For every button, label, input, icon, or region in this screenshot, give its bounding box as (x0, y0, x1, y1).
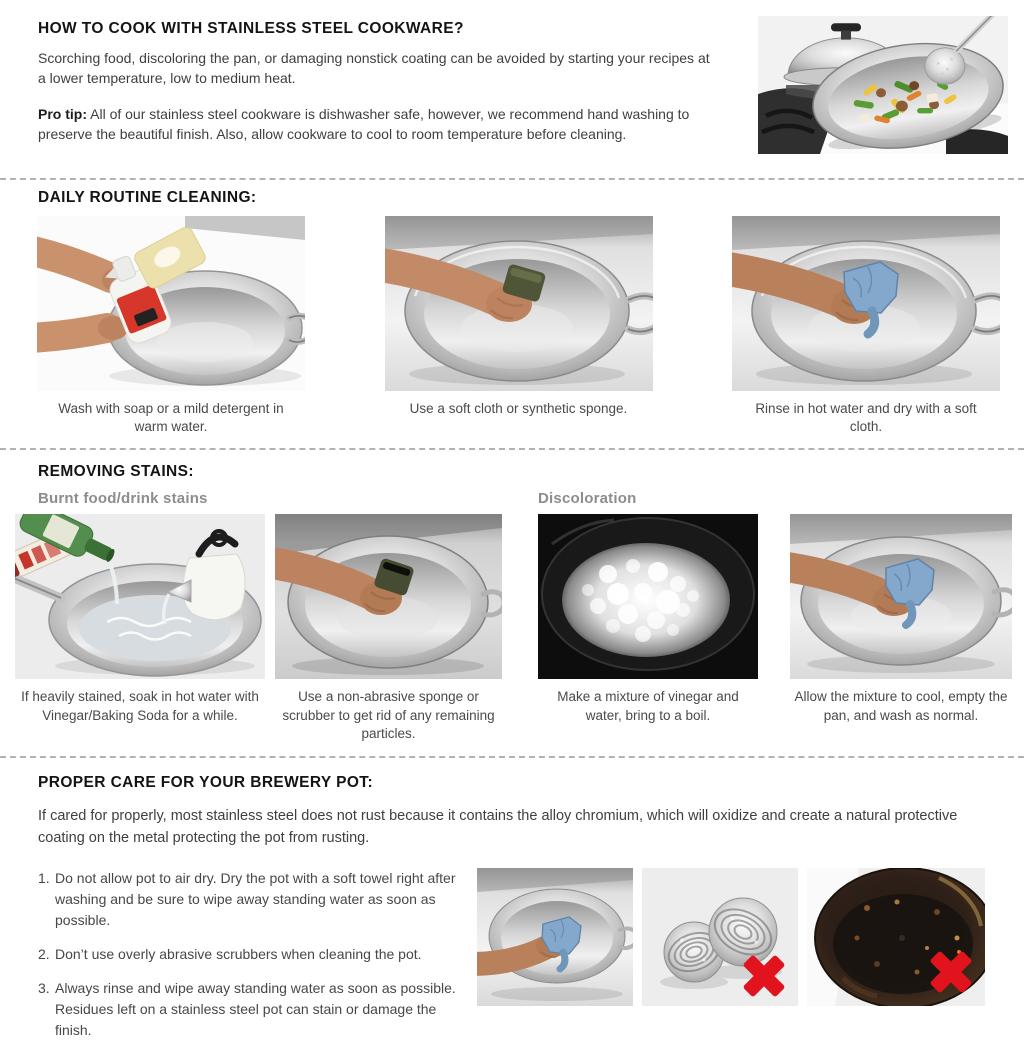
proper-care-columns (38, 868, 1008, 1054)
stain-step-4-caption: Allow the mixture to cool, empty the pan, and wash as normal. (794, 689, 1008, 723)
removing-stains-steps (0, 514, 1024, 743)
care-tip-3-number: 3. (38, 979, 50, 996)
daily-step-1 (37, 216, 305, 436)
section-removing-stains (0, 450, 1024, 743)
how-to-cook-title: HOW TO COOK WITH STAINLESS STEEL COOKWARE? (38, 20, 464, 37)
section-daily-cleaning (0, 180, 1024, 436)
daily-step-3 (732, 216, 1000, 436)
boiling-water-image (538, 514, 758, 679)
stain-step-3 (538, 514, 758, 724)
daily-step-2-caption: Use a soft cloth or synthetic sponge. (409, 401, 628, 416)
care-tips-list (38, 868, 474, 1054)
care-tip-3-text: Always rinse and wipe away standing water as soon as possible. Residues left on a stainless steel pot can stain or damage the finish. (55, 979, 456, 1038)
pro-tip-label: Pro tip: (38, 105, 87, 122)
care-tip-3 (38, 978, 458, 1041)
vinegar-soak-illustration (15, 514, 265, 679)
care-tip-2-text: Don’t use overly abrasive scrubbers when cleaning the pot. (55, 945, 422, 962)
care-tip-1 (38, 868, 458, 931)
spray-wash-image (37, 216, 305, 391)
blue-cloth-illustration (732, 216, 1000, 391)
pro-tip-paragraph (38, 104, 712, 145)
scrub-sponge-image (275, 514, 502, 679)
wok-stir-fry-image (758, 16, 1008, 168)
green-sponge-image (385, 216, 653, 391)
stain-step-4 (790, 514, 1012, 724)
proper-care-intro: If cared for properly, most stainless steel does not rust because it contains the alloy chromium, which will oxidize and create a natural protective coating on the metal protecting the pot from rusting. (38, 808, 958, 846)
section-proper-care (0, 758, 1024, 1054)
removing-stains-title: REMOVING STAINS: (38, 463, 194, 481)
stain-step-1-caption: If heavily stained, soak in hot water with Vinegar/Baking Soda for a while. (21, 689, 259, 723)
care-tip-2-number: 2. (38, 945, 50, 962)
burnt-pan-illustration (807, 868, 985, 1006)
stain-step-2-caption: Use a non-abrasive sponge or scrubber to get rid of any remaining particles. (282, 689, 495, 741)
scrub-sponge-illustration (275, 514, 502, 679)
care-tip-1-number: 1. (38, 869, 50, 886)
steel-scrubbers-image (642, 868, 798, 1006)
burnt-stains-subtitle: Burnt food/drink stains (38, 490, 208, 508)
how-to-cook-text (38, 20, 758, 168)
towel-dry-illustration (477, 868, 633, 1006)
proper-care-title: PROPER CARE FOR YOUR BREWERY POT: (38, 774, 374, 792)
burnt-pan-image (807, 868, 985, 1006)
boiling-water-illustration (538, 514, 758, 679)
cool-wipe-image (790, 514, 1012, 679)
daily-cleaning-steps (0, 216, 1024, 436)
section-how-to-cook (0, 0, 1024, 178)
wok-stir-fry-illustration (758, 16, 1008, 154)
pro-tip-text: All of our stainless steel cookware is dishwasher safe, however, we recommend hand washing to preserve the beautiful finish. Also, allow cookware to cool to room temperature before cleaning. (38, 105, 690, 142)
care-tip-1-text: Do not allow pot to air dry. Dry the pot with a soft towel right after washing and be sure to wipe away standing water as soon as possible. (55, 869, 456, 928)
cool-wipe-illustration (790, 514, 1012, 679)
care-images (477, 868, 985, 1006)
stain-step-2 (275, 514, 502, 743)
towel-dry-image (477, 868, 633, 1006)
daily-step-2 (385, 216, 653, 436)
stain-step-3-caption: Make a mixture of vinegar and water, bring to a boil. (557, 689, 739, 723)
vinegar-soak-image (15, 514, 265, 679)
stain-step-1 (15, 514, 265, 724)
daily-step-3-caption: Rinse in hot water and dry with a soft cloth. (755, 401, 977, 435)
daily-step-1-caption: Wash with soap or a mild detergent in warm water. (58, 401, 284, 435)
green-sponge-illustration (385, 216, 653, 391)
steel-scrubbers-illustration (642, 868, 798, 1006)
care-tip-2 (38, 944, 458, 965)
daily-cleaning-title: DAILY ROUTINE CLEANING: (38, 189, 257, 206)
blue-cloth-image (732, 216, 1000, 391)
stain-subtitles (38, 490, 1024, 507)
discoloration-subtitle: Discoloration (538, 490, 637, 508)
spray-wash-illustration (37, 216, 305, 391)
how-to-cook-paragraph: Scorching food, discoloring the pan, or damaging nonstick coating can be avoided by starting your recipes at a lower temperature, low to medium heat. (38, 50, 710, 87)
